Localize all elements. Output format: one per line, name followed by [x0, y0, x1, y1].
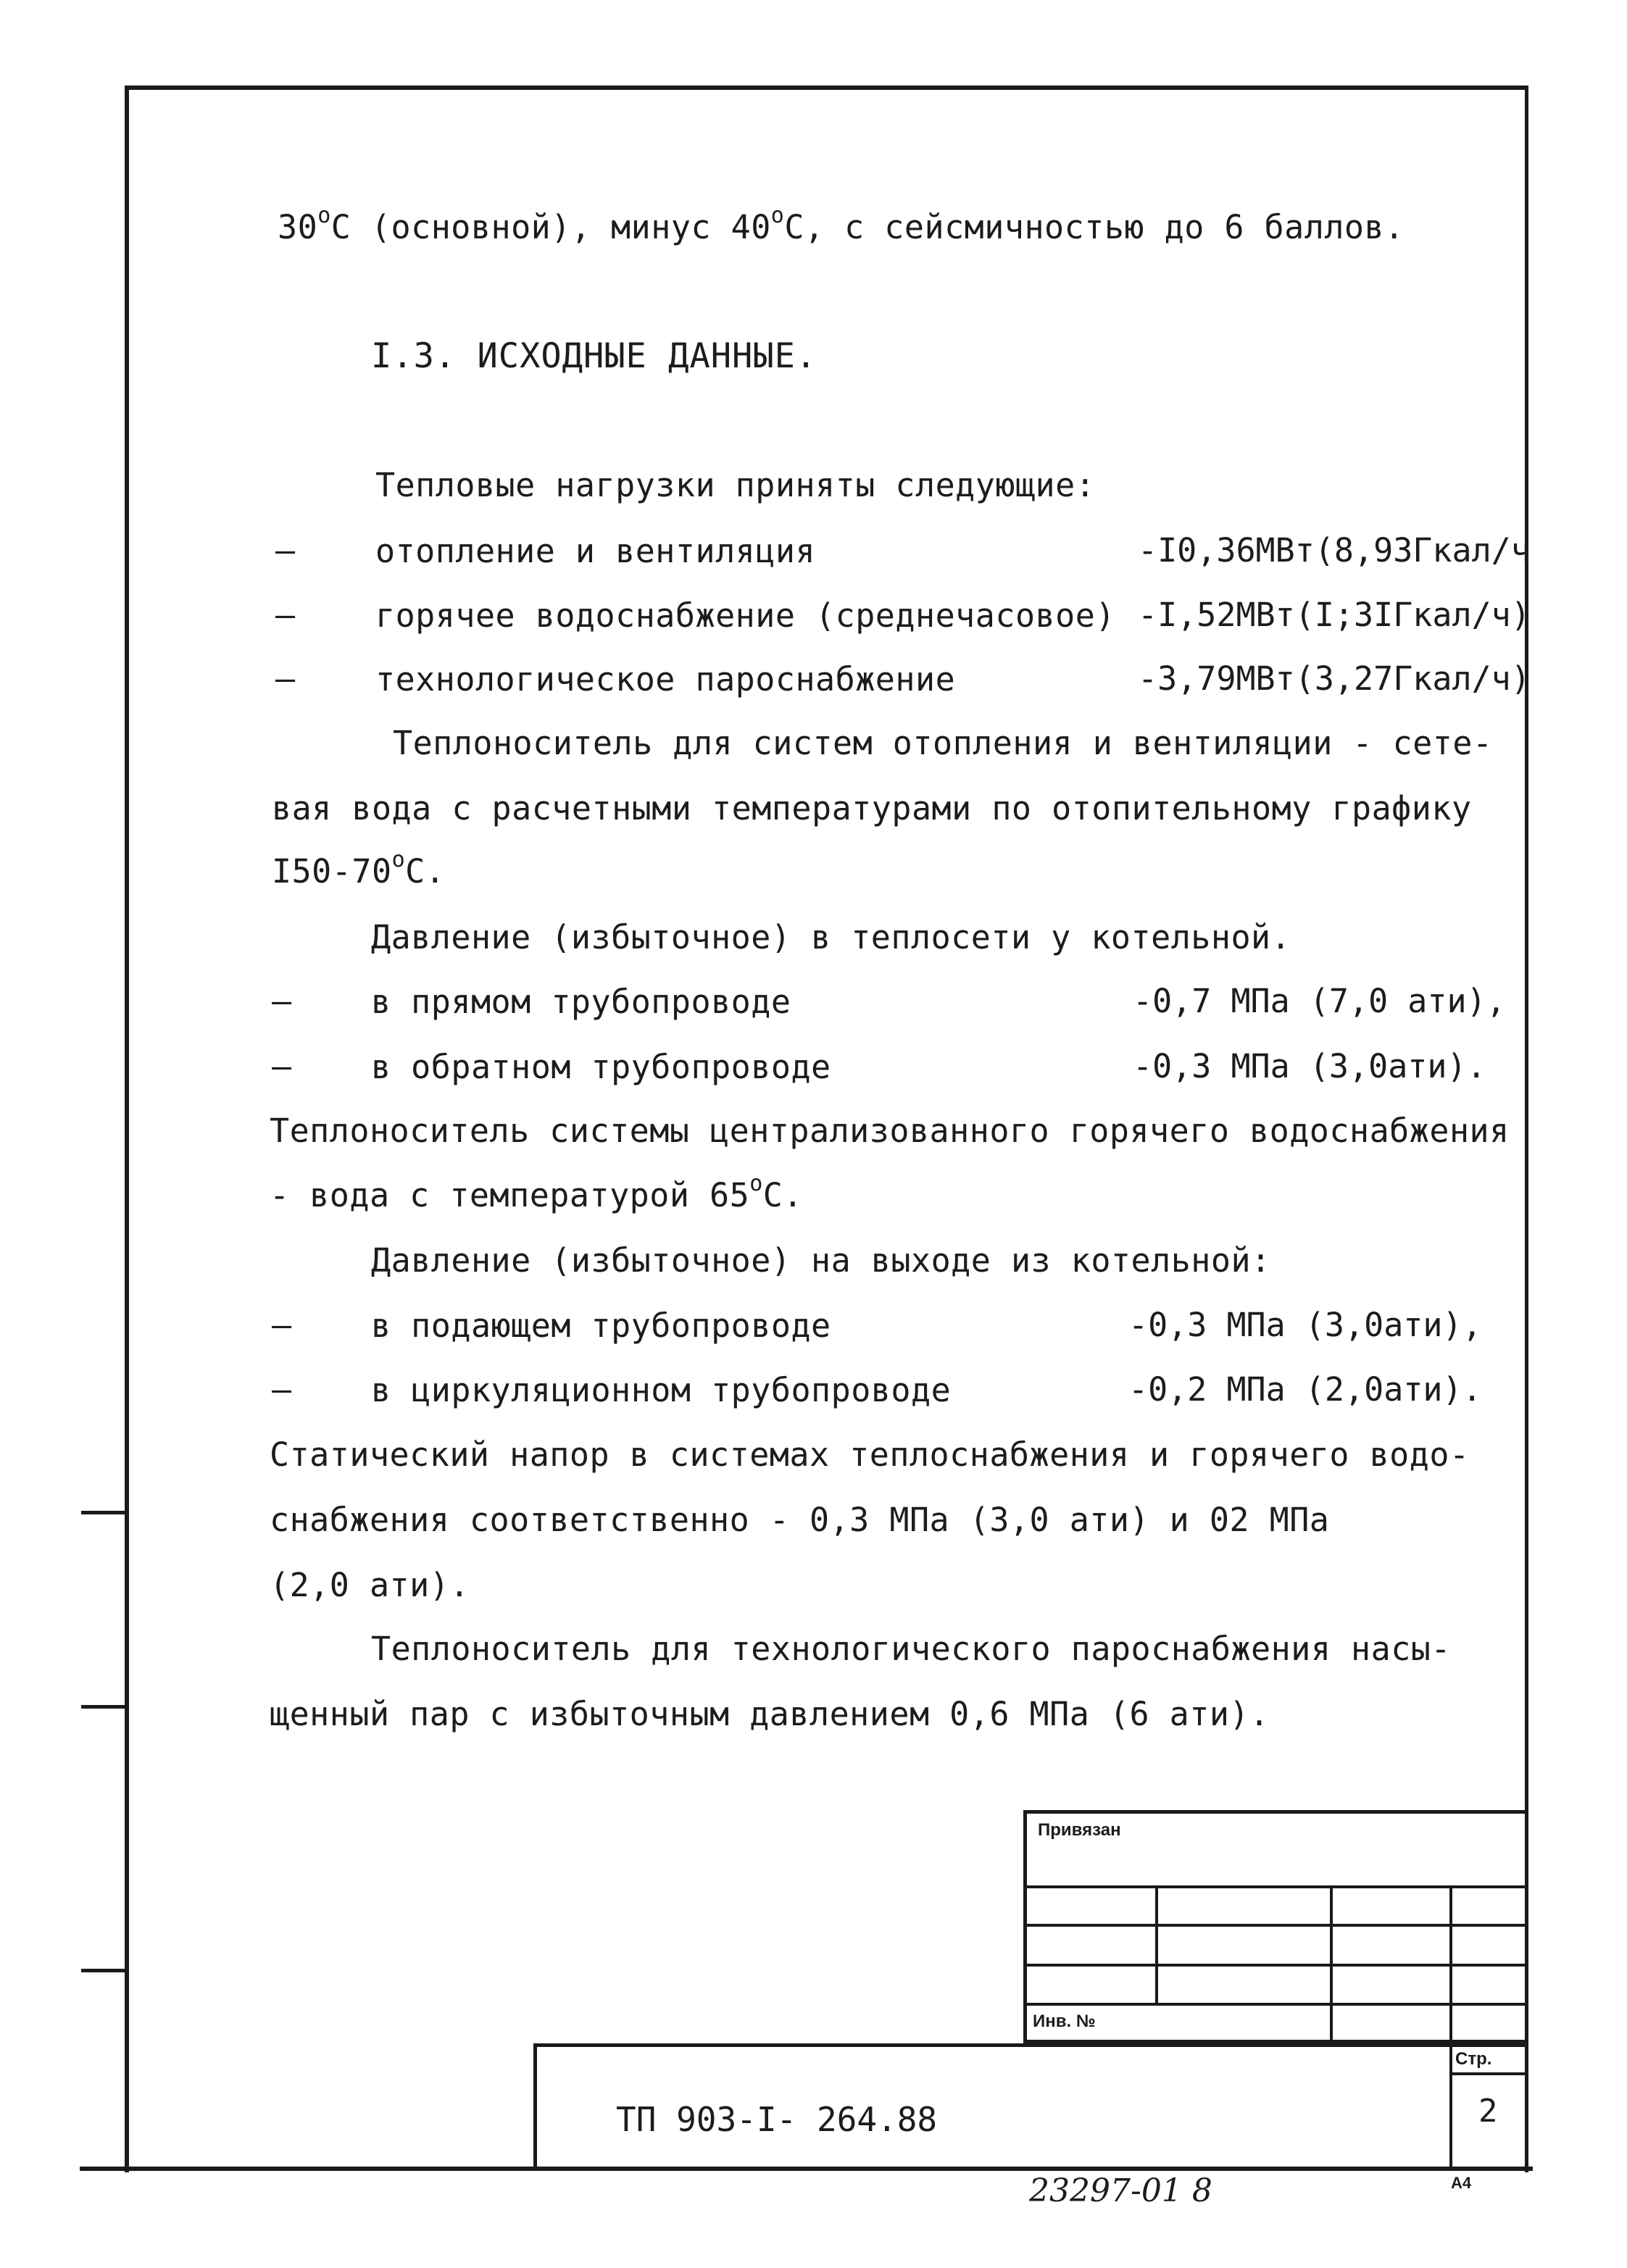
- stamp-rule: [1449, 2072, 1528, 2075]
- stamp-rule: [1023, 1964, 1528, 1967]
- p-circ-label: в циркуляционном трубопроводе: [371, 1371, 952, 1409]
- p-supply-value: -0,7 МПа (7,0 ати),: [1133, 982, 1506, 1020]
- stamp-rule: [1023, 1885, 1528, 1888]
- p-return-value: -0,3 МПа (3,0ати).: [1133, 1047, 1486, 1085]
- list-dash: –: [275, 531, 296, 570]
- pressure-intro: Давление (избыточное) в теплосети у котельной.: [371, 918, 1291, 956]
- outlet-intro: Давление (избыточное) на выходе из котельной:: [371, 1241, 1271, 1280]
- steam-line-2: щенный пар с избыточным давлением 0,6 МПа (6 ати).: [270, 1695, 1270, 1733]
- load-hw-label: горячее водоснабжение (среднечасовое): [375, 596, 1115, 635]
- hw-carrier-line-1: Теплоноситель системы централизованного горячего водоснабжения: [270, 1112, 1510, 1150]
- list-dash: –: [272, 1306, 292, 1344]
- document-code: ТП 903-I- 264.88: [616, 2100, 938, 2139]
- list-dash: –: [272, 1047, 292, 1085]
- margin-tick: [81, 1511, 126, 1514]
- p-supply-label: в прямом трубопроводе: [371, 983, 791, 1021]
- carrier-line-1: Теплоноситель для систем отопления и вентиляции - сете-: [393, 724, 1493, 762]
- hw-carrier-line-2: - вода с температурой $65^оС$.: [270, 1171, 803, 1214]
- p-return-label: в обратном трубопроводе: [371, 1048, 831, 1086]
- carrier-line-3: $I50-70^оС$.: [272, 847, 446, 891]
- stamp-rule: [1023, 1924, 1528, 1927]
- load-steam-value: -3,79МВт(3,27Гкал/ч): [1138, 659, 1531, 698]
- p-feed-value: -0,3 МПа (3,0ати),: [1128, 1306, 1482, 1344]
- static-line-2: снабжения соответственно - 0,3 МПа (3,0 ати) и 02 МПа: [270, 1501, 1330, 1539]
- stamp-rule: [1023, 2003, 1528, 2006]
- load-hw-value: -I,52МВт(I;3IГкал/ч): [1138, 596, 1531, 634]
- list-dash: –: [275, 596, 296, 634]
- stamp-rule: [1155, 1885, 1158, 2003]
- stamp-grid: [1023, 1810, 1528, 2043]
- load-heating-label: отопление и вентиляция: [375, 532, 816, 570]
- stamp-rule: [1330, 1885, 1333, 2043]
- climate-line: $30^оС$ (основной), минус $40^оС$, с сейсмичностью до 6 баллов.: [278, 203, 1405, 246]
- margin-tick: [81, 1969, 126, 1972]
- list-dash: –: [275, 659, 296, 698]
- list-dash: –: [272, 982, 292, 1020]
- carrier-line-2: вая вода с расчетными температурами по отопительному графику: [272, 789, 1472, 827]
- page-label: Стр.: [1455, 2049, 1492, 2069]
- loads-intro: Тепловые нагрузки приняты следующие:: [375, 466, 1096, 504]
- section-title: I.3. ИСХОДНЫЕ ДАННЫЕ.: [371, 336, 817, 376]
- format-label: А4: [1451, 2174, 1472, 2192]
- handwritten-number: 23297-01 8: [1029, 2172, 1212, 2209]
- list-dash: –: [272, 1370, 292, 1409]
- margin-tick: [81, 1705, 126, 1709]
- inv-label: Инв. №: [1033, 2011, 1096, 2031]
- steam-line-1: Теплоноситель для технологического пароснабжения насы-: [371, 1630, 1451, 1668]
- page-number: 2: [1478, 2093, 1498, 2130]
- static-line-3: (2,0 ати).: [270, 1566, 470, 1604]
- p-feed-label: в подающем трубопроводе: [371, 1306, 831, 1345]
- static-line-1: Статический напор в системах теплоснабжения и горячего водо-: [270, 1435, 1470, 1474]
- bound-label: Привязан: [1038, 1820, 1121, 1840]
- load-heating-value: -I0,36МВт(8,93Гкал/ч: [1138, 531, 1531, 570]
- p-circ-value: -0,2 МПа (2,0ати).: [1128, 1370, 1482, 1409]
- load-steam-label: технологическое пароснабжение: [375, 660, 956, 699]
- bottom-rule: [80, 2167, 1533, 2171]
